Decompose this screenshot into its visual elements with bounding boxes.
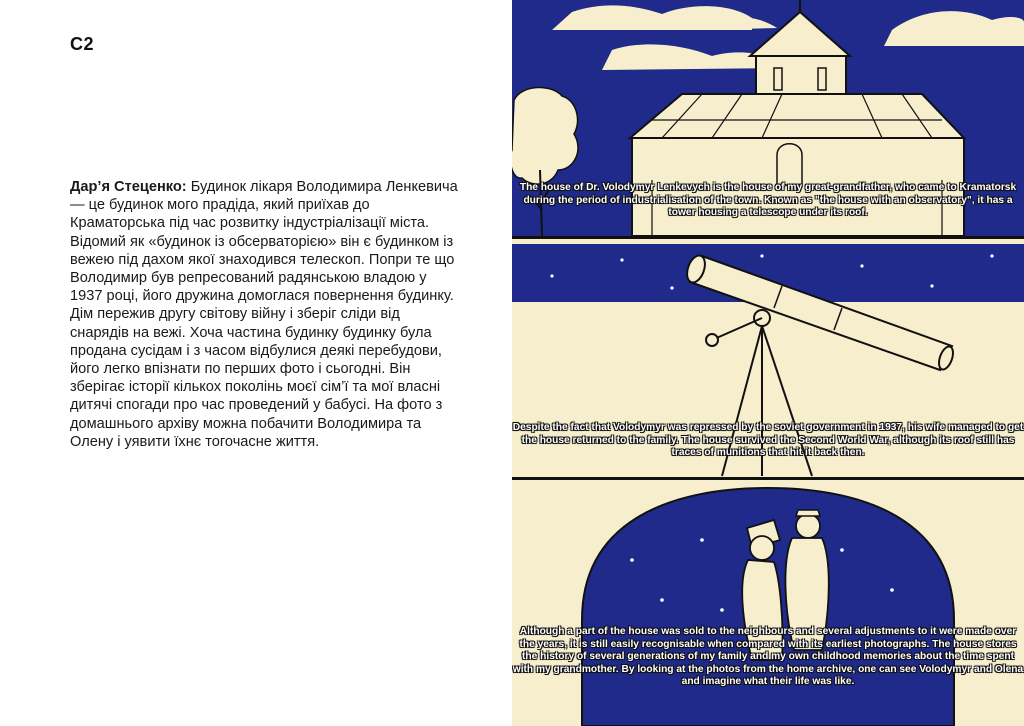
couple-illustration [512,480,1024,726]
page-code: C2 [70,34,95,54]
caption-1: The house of Dr. Volodymyr Lenkevych is the house of my great-grandfather, who came to Kramatorsk during the period of industrialisation of the town. Known as "the house with an observatory", it has a tower housing a telescope under its roof. [519,182,1017,219]
article-text [70,178,460,451]
caption-2: Despite the fact that Volodymyr was repressed by the soviet government in 1937, his wife managed to get the house returned to the family. The house survived the Second World War, although its roof still has traces of munitions that hit it back then. [512,422,1024,459]
comic-panel-telescope [512,236,1024,480]
comic-page [512,0,1024,726]
comic-panel-couple [512,480,1024,726]
author-name: Дар’я Стеценко: [70,179,187,195]
article-body: Будинок лікаря Володимира Ленкевича — це будинок мого прадіда, який приїхав до Краматорська під час розвитку індустріалізації міста. Відомий як «будинок із обсерваторією» він є будинком із вежею під дахом якої знаходився телескоп. Попри те що Володимир був репресований радянською владою у 1937 році, його дружина домоглася повернення будинку. Дім пережив другу світову війну і зберіг сліди від снарядів на вежі. Хоча частина будинку будинку була продана сусідам і з часом відбулися деякі перебудови, його легко впізнати по перших фото і сьогодні. Він зберігає історії кількох поколінь моєї сім’ї та мої власні дитячі спогади про час проведений у бабусі. На фото з домашнього архіву можна побачити Володимира та Олену і уявити їхнє тогочасне життя. [70,179,458,450]
comic-panel-house [512,0,1024,236]
caption-3: Although a part of the house was sold to the neighbours and several adjustments to it were made over the years, it is still easily recognisable when compared with its earliest photographs. The house stores the history of several generations of my family and my own childhood memories about the time spent with my grandmother. By looking at the photos from the home archive, one can see Volodymyr and Olena and imagine what their life was like. [512,626,1024,688]
